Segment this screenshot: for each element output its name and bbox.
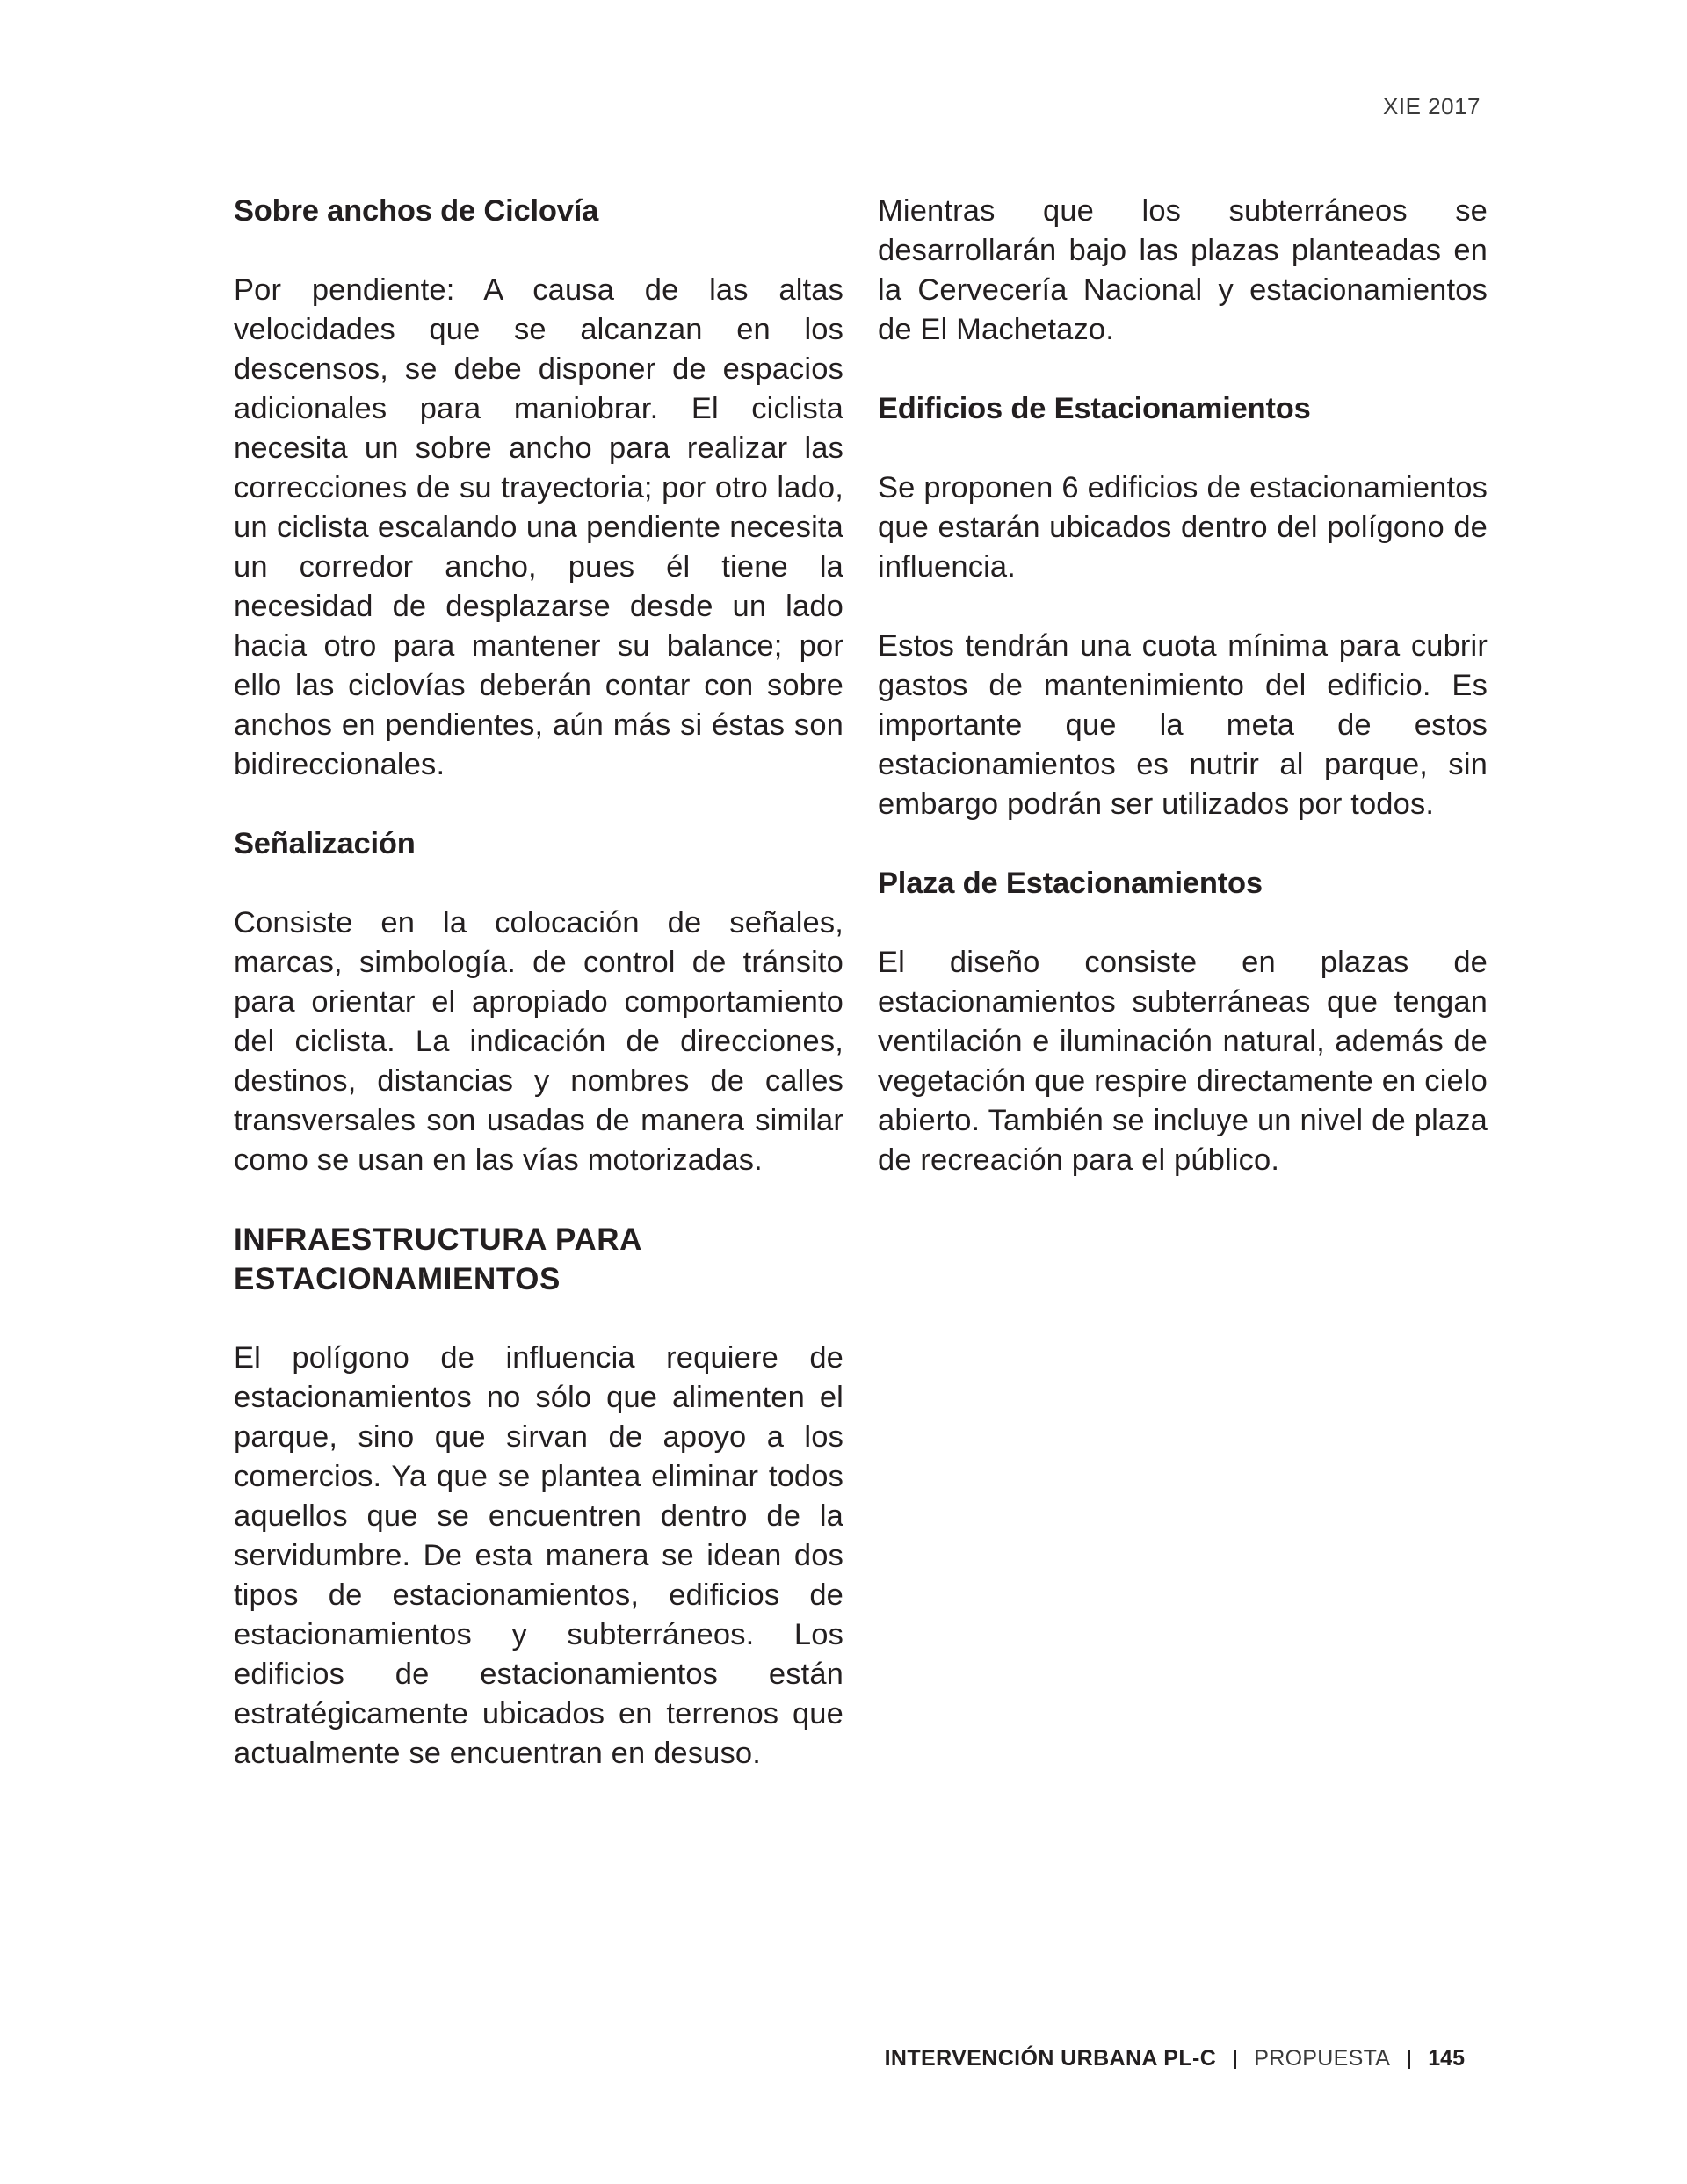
spacer: [878, 350, 1488, 389]
footer-separator: [1408, 2050, 1410, 2069]
paragraph-subterraneos-intro: Mientras que los subterráneos se desarrollarán bajo las plazas planteadas en la Cervecería Nacional y estacionamientos de El Machetazo.: [878, 194, 1488, 346]
spacer: [234, 785, 844, 824]
heading-line-1: INFRAESTRUCTURA PARA: [234, 1223, 643, 1257]
footer-document-title: INTERVENCIÓN URBANA PL-C: [884, 2046, 1217, 2071]
page-number: 145: [1428, 2046, 1465, 2071]
section-heading-infraestructura: [234, 1220, 844, 1299]
paragraph-infraestructura: El polígono de influencia requiere de estacionamientos no sólo que alimenten el parque, sino que sirvan de apoyo a los comercios. Ya que se plantea eliminar todos aquellos que se encuentren dentro de la servidumbre. De esta manera se idean dos tipos de estacionamientos, edificios de estacionamientos y subterráneos. Los edificios de estacionamientos están estratégicamente ubicados en terrenos que actualmente se encuentran en desuso.: [234, 1341, 844, 1770]
paragraph-edificios-2: Estos tendrán una cuota mínima para cubrir gastos de mantenimiento del edificio. Es importante que la meta de estos estacionamientos es nutrir al parque, sin embargo podrán ser utilizados por todos.: [878, 629, 1488, 821]
paragraph-edificios-1: Se proponen 6 edificios de estacionamientos que estarán ubicados dentro del polígono de influencia.: [878, 471, 1488, 584]
spacer: [234, 1299, 844, 1339]
spacer: [878, 903, 1488, 943]
paragraph-senalizacion: Consiste en la colocación de señales, marcas, simbología. de control de tránsito para orientar el apropiado comportamiento del ciclista. La indicación de direcciones, destinos, distancias y nombres de calles transversales son usadas de manera similar como se usan en las vías motorizadas.: [234, 906, 844, 1177]
right-column: [878, 192, 1488, 1180]
paragraph-sobre-anchos: Por pendiente: A causa de las altas velocidades que se alcanzan en los descensos, se debe disponer de espacios adicionales para maniobrar. El ciclista necesita un sobre ancho para realizar las correcciones de su trayectoria; por otro lado, un ciclista escalando una pendiente necesita un corredor ancho, pues él tiene la necesidad de desplazarse desde un lado hacia otro para mantener su balance; por ello las ciclovías deberán contar con sobre anchos en pendientes, aún más si éstas son bidireccionales.: [234, 273, 844, 781]
spacer: [878, 824, 1488, 864]
section-heading-plaza: Plaza de Estacionamientos: [878, 867, 1263, 900]
spacer: [878, 587, 1488, 627]
page-footer: [885, 2046, 1465, 2072]
heading-line-2: ESTACIONAMIENTOS: [234, 1262, 561, 1296]
left-column: [234, 192, 844, 1774]
running-head: XIE 2017: [1383, 93, 1481, 120]
spacer: [234, 231, 844, 271]
section-heading-edificios: Edificios de Estacionamientos: [878, 392, 1311, 425]
spacer: [878, 429, 1488, 468]
paragraph-plaza: El diseño consiste en plazas de estacionamientos subterráneas que tengan ventilación e iluminación natural, además de vegetación que respire directamente en cielo abierto. También se incluye un nivel de plaza de recreación para el público.: [878, 946, 1488, 1177]
section-heading-senalizacion: Señalización: [234, 827, 416, 860]
footer-separator: [1234, 2050, 1236, 2069]
spacer: [234, 864, 844, 903]
section-heading-sobre-anchos: Sobre anchos de Ciclovía: [234, 194, 599, 228]
spacer: [234, 1180, 844, 1220]
footer-section-name: PROPUESTA: [1254, 2046, 1391, 2071]
